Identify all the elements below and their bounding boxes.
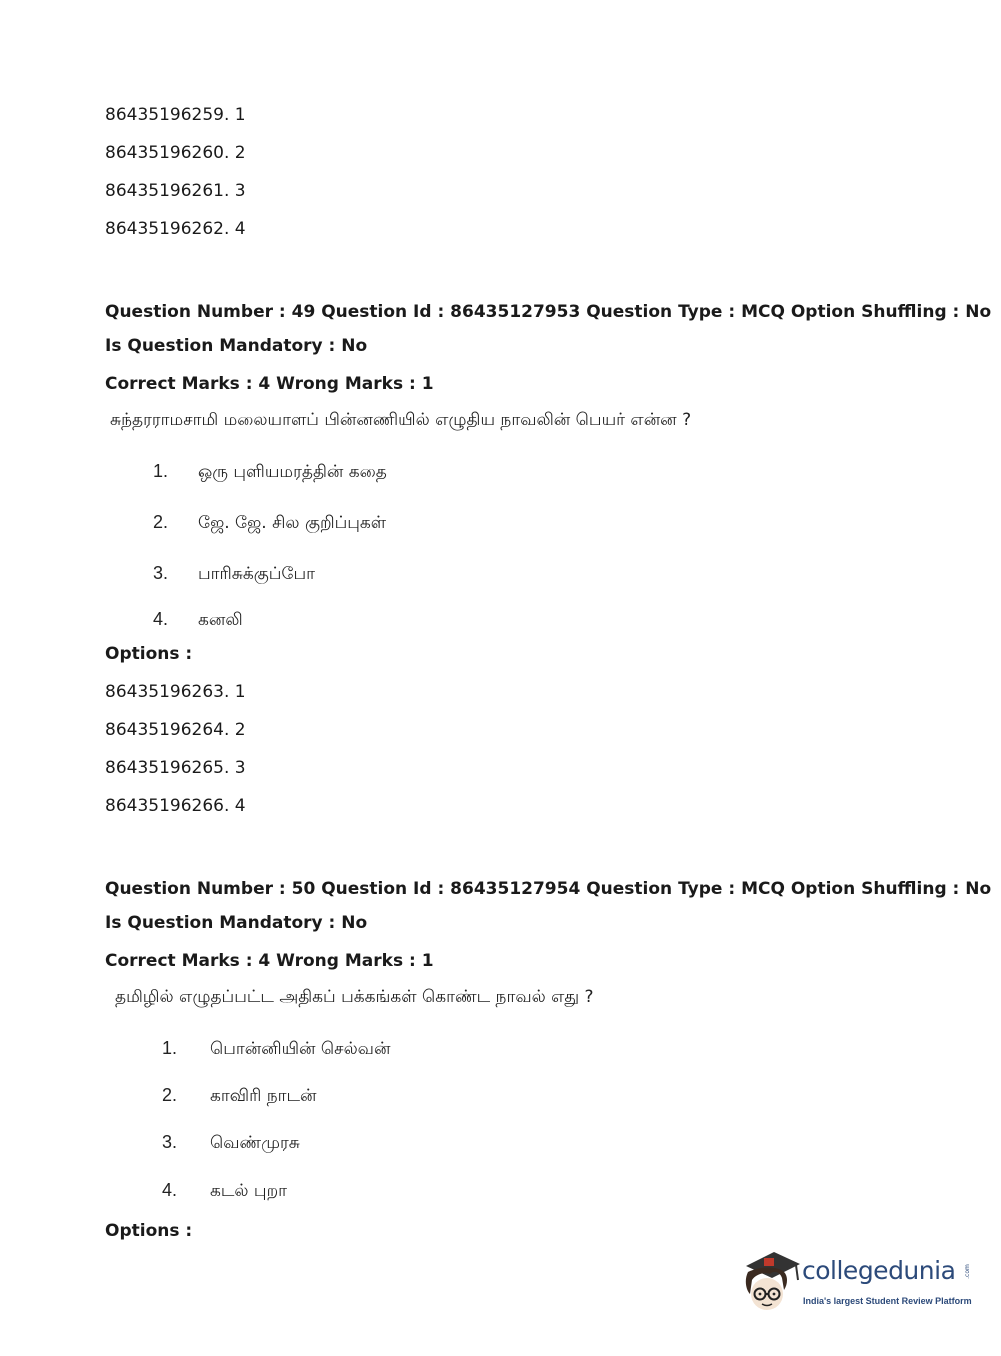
question-text: தமிழில் எழுதப்பட்ட அதிகப் பக்கங்கள் கொண்ட நாவல் எது ? [115, 987, 594, 1007]
choice-text: ஒரு புளியமரத்தின் கதை [198, 462, 387, 482]
question-mandatory: Is Question Mandatory : No [105, 913, 368, 933]
choice-number: 1. [162, 1038, 178, 1058]
option-id-line: 86435196259. 1 [105, 105, 246, 125]
choice-number: 1. [153, 461, 169, 481]
option-id-line: 86435196264. 2 [105, 720, 246, 740]
options-label: Options : [105, 644, 193, 664]
choice-text: பொன்னியின் செல்வன் [210, 1039, 391, 1059]
option-id-line: 86435196262. 4 [105, 219, 246, 239]
choice-text: வெண்முரசு [210, 1133, 300, 1153]
choice-text: காவிரி நாடன் [210, 1086, 317, 1106]
option-id-line: 86435196260. 2 [105, 143, 246, 163]
option-id-line: 86435196266. 4 [105, 796, 246, 816]
question-header: Question Number : 50 Question Id : 86435127954 Question Type : MCQ Option Shuffling : No [105, 879, 992, 899]
logo-tagline: India's largest Student Review Platform [803, 1296, 972, 1306]
choice-text: பாரிசுக்குப்போ [198, 564, 315, 584]
question-mandatory: Is Question Mandatory : No [105, 336, 368, 356]
choice-text: கடல் புறா [210, 1181, 288, 1201]
choice-number: 3. [162, 1132, 178, 1152]
question-text: சுந்தரராமசாமி மலையாளப் பின்னணியில் எழுதிய நாவலின் பெயர் என்ன ? [110, 410, 692, 430]
option-id-line: 86435196261. 3 [105, 181, 246, 201]
question-marks: Correct Marks : 4 Wrong Marks : 1 [105, 374, 434, 394]
choice-text: கனலி [198, 610, 243, 630]
choice-number: 2. [162, 1085, 178, 1105]
question-marks: Correct Marks : 4 Wrong Marks : 1 [105, 951, 434, 971]
choice-number: 4. [162, 1180, 178, 1200]
logo-wordmark: collegedunia [802, 1256, 956, 1285]
logo-suffix: .com [963, 1264, 971, 1279]
option-id-line: 86435196265. 3 [105, 758, 246, 778]
options-label: Options : [105, 1221, 193, 1241]
choice-number: 2. [153, 512, 169, 532]
choice-number: 3. [153, 563, 169, 583]
mascot-graduation-cap-icon [740, 1250, 802, 1314]
option-id-line: 86435196263. 1 [105, 682, 246, 702]
question-header: Question Number : 49 Question Id : 86435127953 Question Type : MCQ Option Shuffling : No [105, 302, 992, 322]
choice-number: 4. [153, 609, 169, 629]
collegedunia-logo [740, 1250, 970, 1314]
choice-text: ஜே. ஜே. சில குறிப்புகள் [198, 513, 387, 533]
